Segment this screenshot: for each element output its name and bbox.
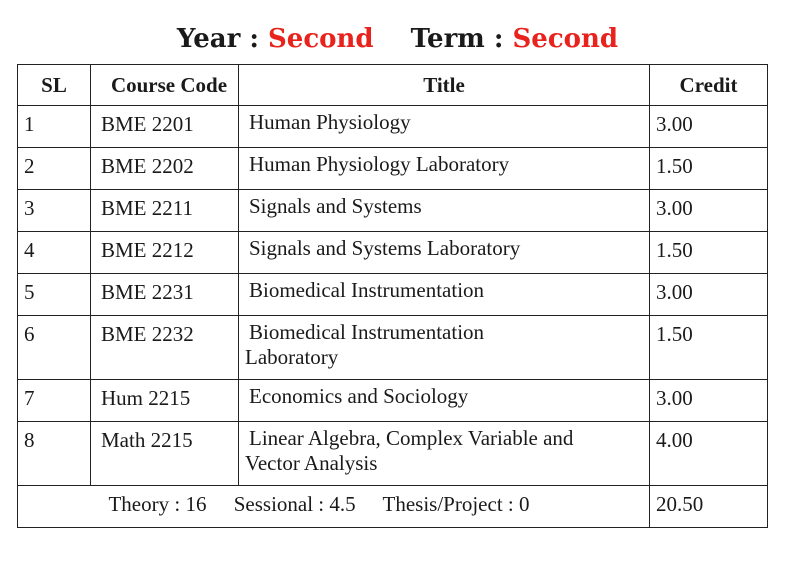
cell-title (239, 274, 650, 316)
summary-total-credit: 20.50 (650, 486, 768, 528)
cell-course-code: BME 2231 (91, 274, 239, 316)
table-row (18, 274, 768, 316)
table-row (18, 190, 768, 232)
course-table (17, 64, 768, 528)
title-text-line2: Vector Analysis (245, 451, 378, 475)
page-heading (0, 24, 795, 54)
cell-sl: 7 (18, 380, 91, 422)
title-text-line2: Laboratory (245, 345, 339, 369)
title-text: Signals and Systems Laboratory (249, 236, 521, 260)
year-label: Year : (176, 24, 259, 54)
title-text: Economics and Sociology (249, 384, 469, 408)
summary-sessional: Sessional : 4.5 (233, 492, 356, 516)
cell-sl: 8 (18, 422, 91, 486)
table-row (18, 148, 768, 190)
cell-credit: 1.50 (650, 232, 768, 274)
cell-sl: 2 (18, 148, 91, 190)
title-text: Biomedical Instrumentation (249, 278, 485, 302)
summary-cell (18, 486, 650, 528)
cell-sl: 3 (18, 190, 91, 232)
cell-course-code: BME 2201 (91, 106, 239, 148)
cell-title (239, 190, 650, 232)
cell-credit: 1.50 (650, 316, 768, 380)
header-course-code: Course Code (91, 65, 239, 106)
cell-sl: 6 (18, 316, 91, 380)
term-value: Second (512, 24, 619, 54)
title-text: Signals and Systems (249, 194, 422, 218)
cell-title (239, 380, 650, 422)
term-label: Term : (410, 24, 504, 54)
cell-course-code: Math 2215 (91, 422, 239, 486)
cell-title (239, 422, 650, 486)
cell-course-code: Hum 2215 (91, 380, 239, 422)
cell-credit: 3.00 (650, 106, 768, 148)
header-sl: SL (18, 65, 91, 106)
cell-credit: 3.00 (650, 190, 768, 232)
title-text: Human Physiology (249, 110, 411, 134)
table-row (18, 380, 768, 422)
cell-credit: 1.50 (650, 148, 768, 190)
cell-course-code: BME 2212 (91, 232, 239, 274)
summary-theory: Theory : 16 (108, 492, 207, 516)
table-row (18, 232, 768, 274)
title-text: Linear Algebra, Complex Variable and (249, 426, 574, 450)
title-text: Biomedical Instrumentation (249, 320, 485, 344)
cell-credit: 4.00 (650, 422, 768, 486)
cell-title (239, 316, 650, 380)
cell-sl: 5 (18, 274, 91, 316)
cell-course-code: BME 2202 (91, 148, 239, 190)
cell-title (239, 148, 650, 190)
cell-sl: 1 (18, 106, 91, 148)
cell-title (239, 106, 650, 148)
table-row (18, 106, 768, 148)
summary-thesis: Thesis/Project : 0 (382, 492, 530, 516)
table-row (18, 316, 768, 380)
cell-title (239, 232, 650, 274)
cell-credit: 3.00 (650, 274, 768, 316)
year-value: Second (268, 24, 374, 54)
title-text: Human Physiology Laboratory (249, 152, 510, 176)
cell-course-code: BME 2211 (91, 190, 239, 232)
cell-credit: 3.00 (650, 380, 768, 422)
summary-row (18, 486, 768, 528)
table-header-row (18, 65, 768, 106)
cell-course-code: BME 2232 (91, 316, 239, 380)
header-title: Title (239, 65, 650, 106)
header-credit: Credit (650, 65, 768, 106)
table-row (18, 422, 768, 486)
cell-sl: 4 (18, 232, 91, 274)
